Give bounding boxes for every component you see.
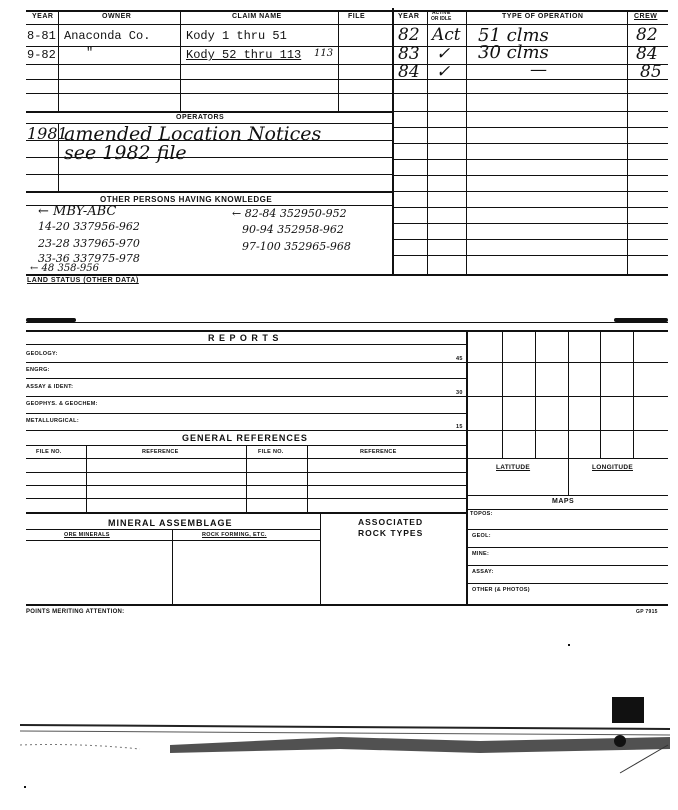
rule (26, 362, 466, 363)
rule (392, 239, 668, 240)
rule (392, 111, 668, 112)
rule (466, 396, 668, 397)
rule (392, 223, 668, 224)
rule (26, 191, 392, 193)
reports-title: R E P O R T S (208, 333, 280, 343)
latitude-label: LATITUDE (496, 464, 531, 471)
rule (466, 509, 668, 510)
rule (26, 174, 392, 175)
knowledge-line: 90-94 352958-962 (242, 223, 344, 236)
ops-active: Act (432, 25, 461, 45)
ops-active: ✓ (436, 62, 451, 82)
col-ore-minerals: ORE MINERALS (64, 532, 110, 538)
rule (26, 413, 466, 414)
col-claim-name: CLAIM NAME (232, 13, 282, 20)
report-label: GEOPHYS. & GEOCHEM: (26, 401, 98, 407)
ops-type: 30 clms (478, 42, 549, 63)
claim-file: 113 (314, 48, 334, 59)
ops-col-year: YEAR (398, 13, 420, 20)
rule (392, 255, 668, 256)
ops-col-type: TYPE OF OPERATION (502, 13, 584, 20)
rule (535, 330, 536, 458)
rule (392, 175, 668, 176)
claim-owner: " (86, 46, 94, 60)
rule (392, 127, 668, 128)
ops-type: 51 clms (478, 25, 549, 46)
rule (338, 10, 339, 111)
col-reference: REFERENCE (360, 449, 397, 455)
knowledge-line: 14-20 337956-962 (38, 220, 140, 233)
knowledge-line: 33-36 337975-978 (38, 252, 140, 265)
rule (466, 565, 668, 566)
rule (466, 362, 668, 363)
rule (26, 512, 466, 514)
rule (58, 10, 59, 111)
rule (26, 529, 320, 530)
rule (466, 547, 668, 548)
col-file: FILE (348, 13, 366, 20)
maps-label: OTHER (& PHOTOS) (472, 587, 530, 593)
report-label: GEOLOGY: (26, 351, 58, 357)
ops-crew: 82 (636, 25, 658, 45)
report-number: 30 (456, 390, 463, 396)
col-year: YEAR (32, 13, 54, 20)
claim-year: 8-81 (27, 29, 56, 43)
rule (172, 529, 173, 606)
rule (26, 274, 392, 276)
rule (466, 458, 668, 459)
knowledge-line: ← 82-84 352950-952 (232, 207, 347, 220)
rule (26, 604, 668, 606)
knowledge-line: 23-28 337965-970 (38, 237, 140, 250)
rule (633, 330, 634, 458)
general-references-title: GENERAL REFERENCES (182, 433, 308, 443)
longitude-label: LONGITUDE (592, 464, 633, 471)
scan-dot (24, 786, 26, 788)
rule (26, 396, 466, 397)
claim-name: Kody 1 thru 51 (186, 29, 287, 43)
rule (26, 378, 466, 379)
col-rock-forming: ROCK FORMING, ETC. (202, 532, 267, 538)
ops-col-crew: CREW (634, 13, 658, 20)
rule (502, 330, 503, 458)
rule (26, 330, 668, 332)
operator-note: see 1982 file (64, 142, 187, 164)
rule (86, 445, 87, 512)
ops-crew: 85 (640, 62, 662, 82)
points-meriting-attention: POINTS MERITING ATTENTION: (26, 609, 125, 615)
operator-note: amended Location Notices (64, 123, 322, 145)
rule (392, 93, 668, 94)
knowledge-line: ← MBY-ABC (38, 204, 117, 219)
rule (466, 430, 668, 431)
rule (466, 495, 668, 496)
rule (246, 445, 247, 512)
rule (392, 8, 394, 276)
report-label: ENGRG: (26, 367, 50, 373)
ops-year: 84 (398, 62, 420, 82)
land-status: LAND STATUS (OTHER DATA) (27, 277, 139, 284)
rule (26, 540, 320, 541)
rock-types-label: ROCK TYPES (358, 528, 424, 538)
rule (26, 344, 466, 345)
claim-year: 9-82 (27, 48, 56, 62)
maps-label: ASSAY: (472, 569, 494, 575)
associated-label: ASSOCIATED (358, 517, 424, 527)
rule (392, 207, 668, 208)
col-owner: OWNER (102, 13, 132, 20)
rule (600, 330, 601, 458)
ops-year: 82 (398, 25, 420, 45)
claim-owner: Anaconda Co. (64, 29, 151, 43)
report-label: METALLURGICAL: (26, 418, 79, 424)
ops-crew: 84 (636, 44, 658, 64)
rule (568, 330, 569, 495)
rule (466, 529, 668, 530)
rule (466, 583, 668, 584)
col-reference: REFERENCE (142, 449, 179, 455)
operator-year: 1981 (27, 124, 68, 143)
operators-title: OPERATORS (176, 114, 225, 121)
scan-dot (568, 644, 570, 646)
maps-label: TOPOS: (470, 511, 493, 517)
report-number: 15 (456, 424, 463, 430)
report-label: ASSAY & IDENT: (26, 384, 74, 390)
scan-noise-strip (20, 715, 670, 775)
rule (26, 111, 392, 113)
form-number: GP 7915 (636, 609, 658, 615)
ops-year: 83 (398, 44, 420, 64)
ops-type: — (530, 60, 547, 80)
claim-name: Kody 52 thru 113 (186, 48, 302, 62)
knowledge-line: ← 48 358-956 (30, 263, 100, 274)
report-number: 45 (456, 356, 463, 362)
rule (392, 159, 668, 160)
maps-label: GEOL: (472, 533, 491, 539)
rule (180, 10, 181, 111)
col-file-no: FILE NO. (36, 449, 62, 455)
rule (307, 445, 308, 512)
knowledge-title: OTHER PERSONS HAVING KNOWLEDGE (100, 195, 273, 204)
maps-title: MAPS (552, 498, 575, 505)
rule (392, 143, 668, 144)
ops-col-active: ACTIVE OR IDLE (431, 10, 452, 22)
mineral-title: MINERAL ASSEMBLAGE (108, 518, 233, 528)
rule (26, 430, 466, 431)
rule (392, 191, 668, 192)
maps-label: MINE: (472, 551, 490, 557)
rule (26, 322, 668, 323)
rule (320, 512, 321, 606)
knowledge-line: 97-100 352965-968 (242, 240, 351, 253)
rule (392, 274, 668, 276)
col-file-no: FILE NO. (258, 449, 284, 455)
ops-active: ✓ (436, 44, 451, 64)
